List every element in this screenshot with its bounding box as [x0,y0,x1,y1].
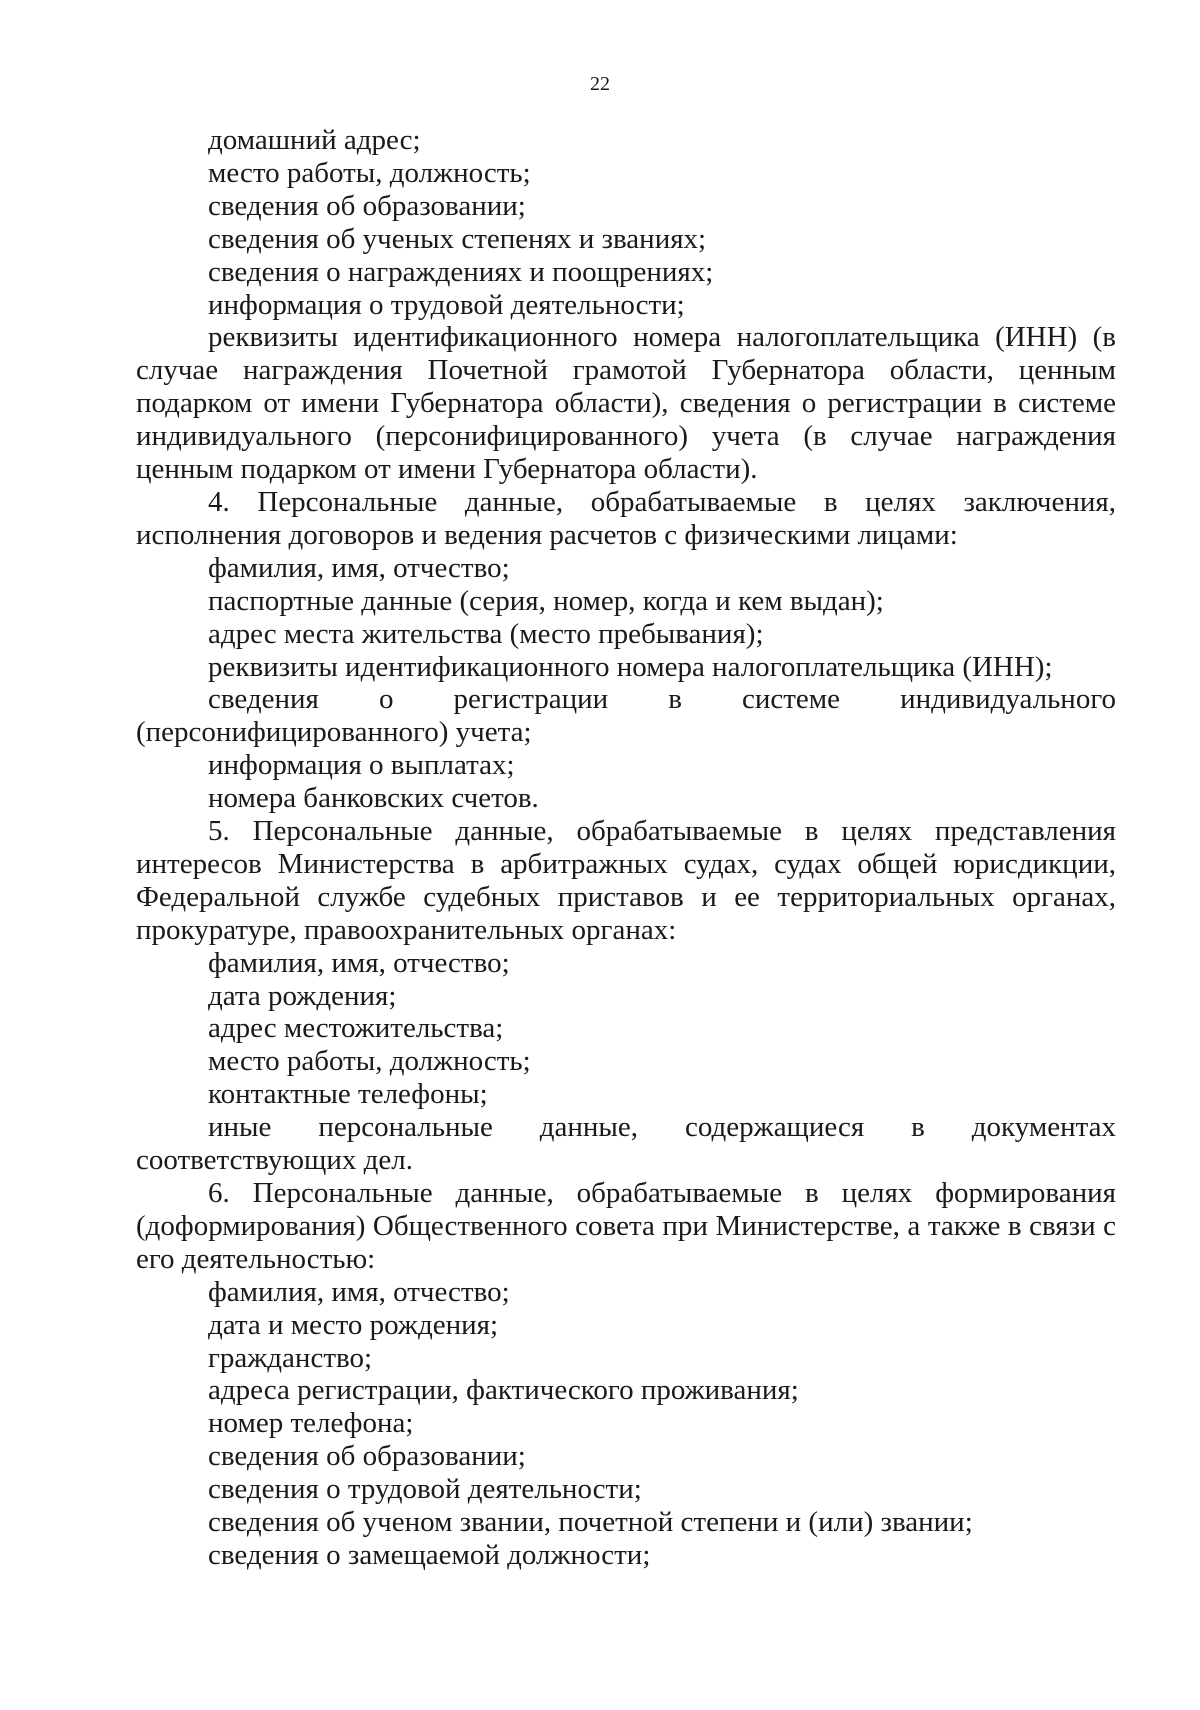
list-item: номера банковских счетов. [208,782,539,815]
list-item: информация о выплатах; [208,749,515,782]
list-item: домашний адрес; [208,124,421,156]
list-item: информация о трудовой деятельности; [208,288,685,321]
list-item: фамилия, имя, отчество; [208,1275,510,1308]
list-item: сведения о награждениях и поощрениях; [208,255,714,288]
list-item: адреса регистрации, фактического проживания; [208,1374,799,1407]
list-item: реквизиты идентификационного номера налогоплательщика (ИНН); [208,650,1053,683]
list-item: фамилия, имя, отчество; [208,946,510,979]
list-item: контактные телефоны; [208,1078,488,1111]
list-item: сведения об ученом звании, почетной степени и (или) звании; [208,1506,973,1539]
list-item: место работы, должность; [208,156,531,189]
page-number: 22 [590,73,610,95]
list-item: дата и место рождения; [208,1308,499,1341]
list-item: адрес места жительства (место пребывания); [208,617,764,650]
paragraph: 5. Персональные данные, обрабатываемые в целях представления интересов Министерства в арбитражных судах, судах общей юрисдикции, Федеральной службе судебных приставов и ее территориальных органах, прокуратуре, правоохранительных органах: [136,815,1116,946]
list-item: сведения о замещаемой должности; [208,1538,651,1571]
paragraph: иные персональные данные, содержащиеся в документах соответствующих дел. [136,1111,1116,1177]
list-item: паспортные данные (серия, номер, когда и кем выдан); [208,584,884,617]
list-item: сведения об ученых степенях и званиях; [208,222,707,255]
list-item: дата рождения; [208,979,397,1012]
paragraph: сведения о регистрации в системе индивидуального (персонифицированного) учета; [136,683,1116,749]
list-item: номер телефона; [208,1407,414,1440]
paragraph: 4. Персональные данные, обрабатываемые в целях заключения, исполнения договоров и ведения расчетов с физическими лицами: [136,485,1116,551]
list-item: сведения об образовании; [208,189,526,222]
document-body [136,124,1116,1572]
list-item: гражданство; [208,1341,373,1374]
list-item: сведения о трудовой деятельности; [208,1473,642,1506]
paragraph: 6. Персональные данные, обрабатываемые в целях формирования (доформирования) Общественного совета при Министерстве, а также в связи с его деятельностью: [136,1177,1116,1275]
list-item: фамилия, имя, отчество; [208,551,510,584]
list-item: сведения об образовании; [208,1440,526,1473]
list-item: адрес местожительства; [208,1012,504,1045]
paragraph: реквизиты идентификационного номера налогоплательщика (ИНН) (в случае награждения Почетной грамотой Губернатора области, ценным подарком от имени Губернатора области), сведения о регистрации в системе индивидуального (персонифицированного) учета (в случае награждения ценным подарком от имени Губернатора области). [136,321,1116,486]
list-item: место работы, должность; [208,1045,531,1078]
